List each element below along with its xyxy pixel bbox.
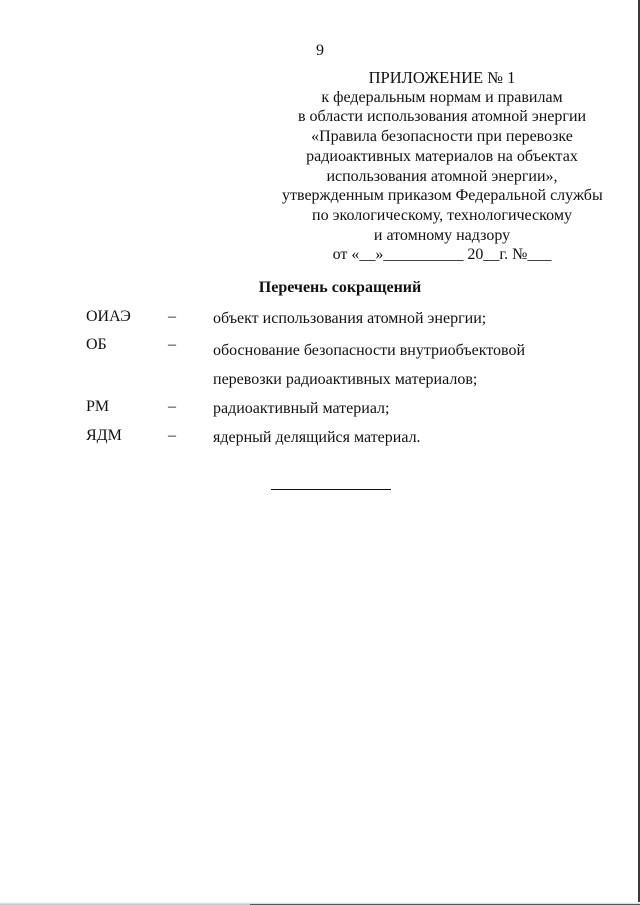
abbreviation-term: ЯДМ bbox=[86, 427, 122, 444]
page-number: 9 bbox=[316, 42, 324, 59]
appendix-date-line: от «__»__________ 20__г. №___ bbox=[332, 246, 552, 264]
appendix-line: «Правила безопасности при перевозке bbox=[311, 128, 573, 146]
abbreviation-dash: – bbox=[168, 427, 176, 444]
appendix-line: к федеральным нормам и правилам bbox=[321, 88, 563, 106]
appendix-line: в области использования атомной энергии bbox=[297, 108, 587, 126]
appendix-line: и атомному надзору bbox=[373, 226, 511, 244]
abbreviation-term: ОБ bbox=[86, 336, 107, 353]
appendix-line: утвержденным приказом Федеральной службы bbox=[282, 187, 603, 205]
appendix-line: по экологическому, технологическому bbox=[312, 206, 572, 224]
abbreviation-definition: радиоактивный материал; bbox=[213, 400, 390, 417]
appendix-line: использования атомной энергии», bbox=[326, 167, 558, 185]
abbreviation-definition: обоснование безопасности внутриобъектовой перевозки радиоактивных материалов; bbox=[213, 342, 526, 388]
abbreviation-dash: – bbox=[168, 398, 176, 415]
abbreviation-definition: ядерный делящийся материал. bbox=[213, 429, 421, 446]
abbreviation-definition: объект использования атомной энергии; bbox=[213, 310, 487, 327]
abbreviation-term: ОИАЭ bbox=[86, 308, 131, 325]
appendix-heading: ПРИЛОЖЕНИЕ № 1 bbox=[368, 68, 516, 87]
end-divider bbox=[271, 489, 391, 490]
abbreviation-term: РМ bbox=[86, 398, 110, 415]
abbreviation-dash: – bbox=[168, 308, 176, 325]
abbreviations-title: Перечень сокращений bbox=[258, 279, 422, 296]
appendix-line: радиоактивных материалов на объектах bbox=[306, 147, 578, 165]
abbreviation-dash: – bbox=[168, 336, 176, 353]
